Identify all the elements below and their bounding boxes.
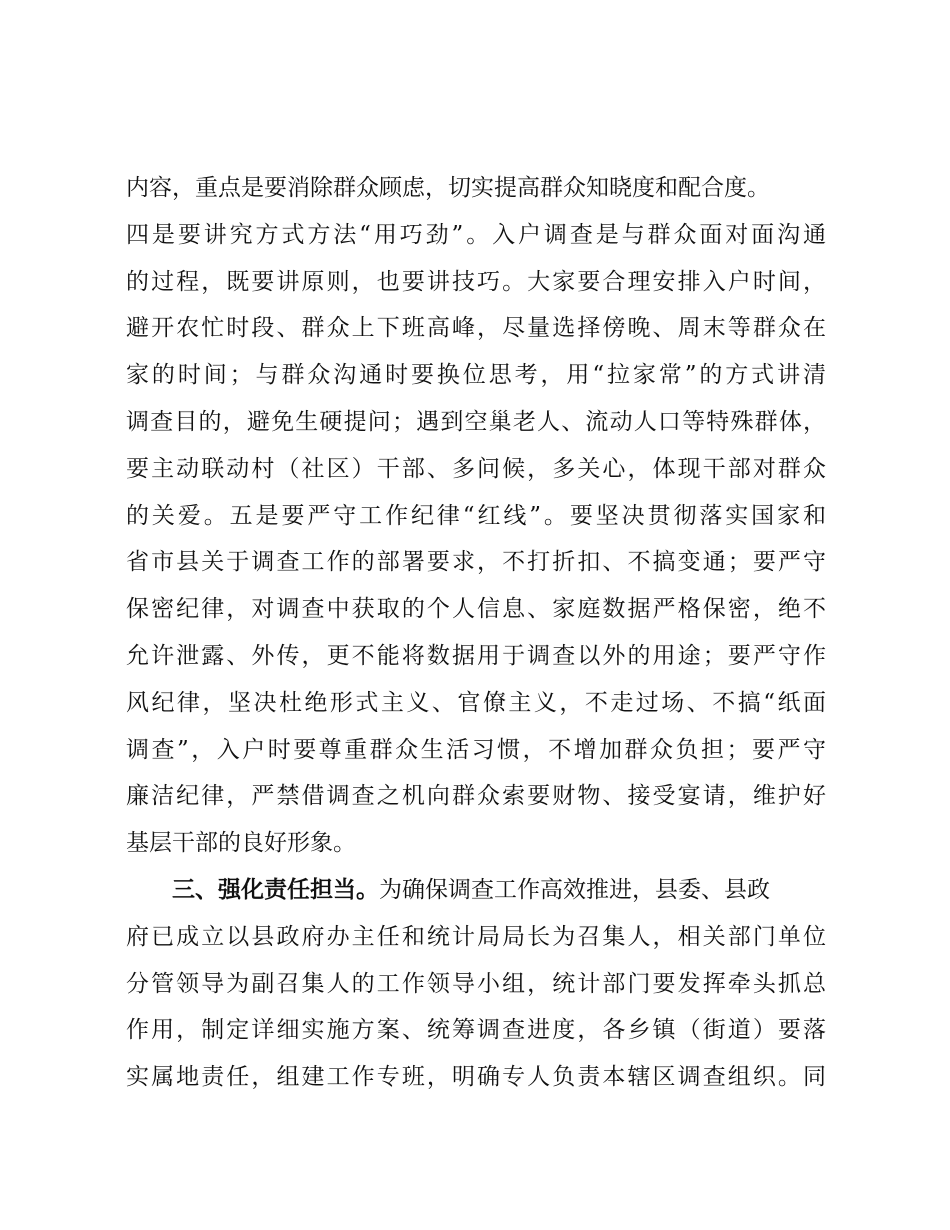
text-line: 要主动联动村（社区）干部、多问候，多关心，体现干部对群众 bbox=[126, 455, 826, 482]
text-line: 基层干部的良好形象。 bbox=[126, 830, 356, 857]
text-line: 避开农忙时段、群众上下班高峰，尽量选择傍晚、周末等群众在 bbox=[126, 315, 826, 342]
text-line: 实属地责任，组建工作专班，明确专人负责本辖区调查组织。同 bbox=[126, 1064, 826, 1091]
section-heading: 三、强化责任担当。 bbox=[172, 876, 379, 903]
text-line: 调查”，入户时要尊重群众生活习惯，不增加群众负担；要严守 bbox=[126, 736, 826, 763]
text-line: 府已成立以县政府办主任和统计局局长为召集人，相关部门单位 bbox=[126, 923, 826, 950]
section-text: 为确保调查工作高效推进，县委、县政 bbox=[379, 876, 770, 903]
text-line: 内容，重点是要消除群众顾虑，切实提高群众知晓度和配合度。 bbox=[126, 175, 770, 201]
text-line: 保密纪律，对调查中获取的个人信息、家庭数据严格保密，绝不 bbox=[126, 596, 826, 623]
text-line: 允许泄露、外传，更不能将数据用于调查以外的用途；要严守作 bbox=[126, 642, 826, 669]
text-line: 廉洁纪律，严禁借调查之机向群众索要财物、接受宴请，维护好 bbox=[126, 783, 826, 810]
text-line: 家的时间；与群众沟通时要换位思考，用“拉家常”的方式讲清 bbox=[126, 362, 826, 389]
body-text bbox=[126, 165, 826, 1101]
text-line: 分管领导为副召集人的工作领导小组，统计部门要发挥牵头抓总 bbox=[126, 970, 826, 997]
section-3-first-line bbox=[126, 867, 826, 914]
text-line: 四是要讲究方式方法“用巧劲”。入户调查是与群众面对面沟通 bbox=[126, 221, 826, 248]
text-line: 的关爱。五是要严守工作纪律“红线”。要坚决贯彻落实国家和 bbox=[126, 502, 826, 529]
text-line: 省市县关于调查工作的部署要求，不打折扣、不搞变通；要严守 bbox=[126, 549, 826, 576]
text-line: 风纪律，坚决杜绝形式主义、官僚主义，不走过场、不搞“纸面 bbox=[126, 689, 826, 716]
text-line: 的过程，既要讲原则，也要讲技巧。大家要合理安排入户时间， bbox=[126, 268, 826, 295]
text-line: 作用，制定详细实施方案、统筹调查进度，各乡镇（街道）要落 bbox=[126, 1017, 826, 1044]
text-line: 调查目的，避免生硬提问；遇到空巢老人、流动人口等特殊群体， bbox=[126, 408, 826, 435]
